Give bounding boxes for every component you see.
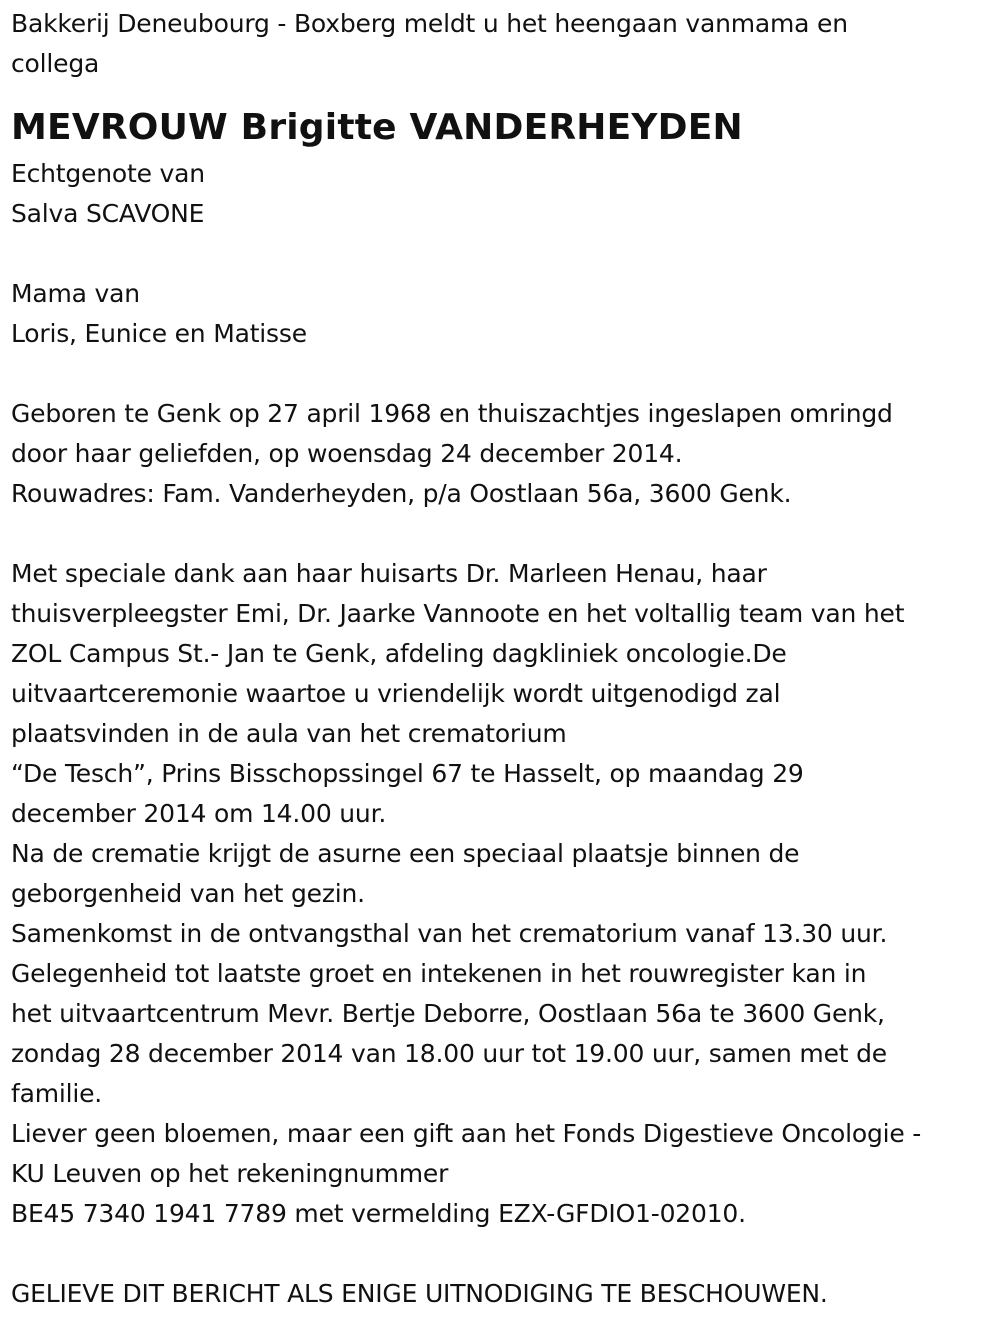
death-notice (11, 4, 996, 1314)
body-line: thuisverpleegster Emi, Dr. Jaarke Vannoote en het voltallig team van het (11, 599, 905, 628)
spouse-line: Echtgenote van (11, 159, 205, 188)
intro-line: collega (11, 49, 100, 78)
body-line: Gelegenheid tot laatste groet en intekenen in het rouwregister kan in (11, 959, 867, 988)
body-line: zondag 28 december 2014 van 18.00 uur tot 19.00 uur, samen met de (11, 1039, 887, 1068)
bank-account-line: BE45 7340 1941 7789 met vermelding EZX-GFDIO1-02010. (11, 1199, 746, 1228)
spacer (11, 514, 996, 554)
body-line: plaatsvinden in de aula van het crematorium (11, 719, 567, 748)
body-line: ZOL Campus St.- Jan te Genk, afdeling dagkliniek oncologie.De (11, 639, 787, 668)
children-line: Loris, Eunice en Matisse (11, 319, 307, 348)
body-line: Met speciale dank aan haar huisarts Dr. Marleen Henau, haar (11, 559, 767, 588)
body-line: familie. (11, 1079, 103, 1108)
spouse-line: Salva SCAVONE (11, 199, 205, 228)
body-line: uitvaartceremonie waartoe u vriendelijk wordt uitgenodigd zal (11, 679, 781, 708)
body-line: december 2014 om 14.00 uur. (11, 799, 387, 828)
deceased-name: MEVROUW Brigitte VANDERHEYDEN (11, 107, 743, 148)
birth-death-line: door haar geliefden, op woensdag 24 december 2014. (11, 439, 683, 468)
body-line: het uitvaartcentrum Mevr. Bertje Deborre, Oostlaan 56a te 3600 Genk, (11, 999, 885, 1028)
closing-notice: GELIEVE DIT BERICHT ALS ENIGE UITNODIGING TE BESCHOUWEN. (11, 1279, 828, 1308)
intro-line: Bakkerij Deneubourg - Boxberg meldt u het heengaan vanmama en (11, 9, 848, 38)
spacer (11, 234, 996, 274)
body-line: Samenkomst in de ontvangsthal van het crematorium vanaf 13.30 uur. (11, 919, 888, 948)
body-line: KU Leuven op het rekeningnummer (11, 1159, 449, 1188)
spacer (11, 1234, 996, 1274)
mourning-address: Rouwadres: Fam. Vanderheyden, p/a Oostlaan 56a, 3600 Genk. (11, 479, 792, 508)
body-line: “De Tesch”, Prins Bisschopssingel 67 te Hasselt, op maandag 29 (11, 759, 804, 788)
body-line: Liever geen bloemen, maar een gift aan het Fonds Digestieve Oncologie - (11, 1119, 922, 1148)
children-line: Mama van (11, 279, 140, 308)
body-line: geborgenheid van het gezin. (11, 879, 365, 908)
spacer (11, 354, 996, 394)
birth-death-line: Geboren te Genk op 27 april 1968 en thuiszachtjes ingeslapen omringd (11, 399, 893, 428)
body-line: Na de crematie krijgt de asurne een speciaal plaatsje binnen de (11, 839, 800, 868)
